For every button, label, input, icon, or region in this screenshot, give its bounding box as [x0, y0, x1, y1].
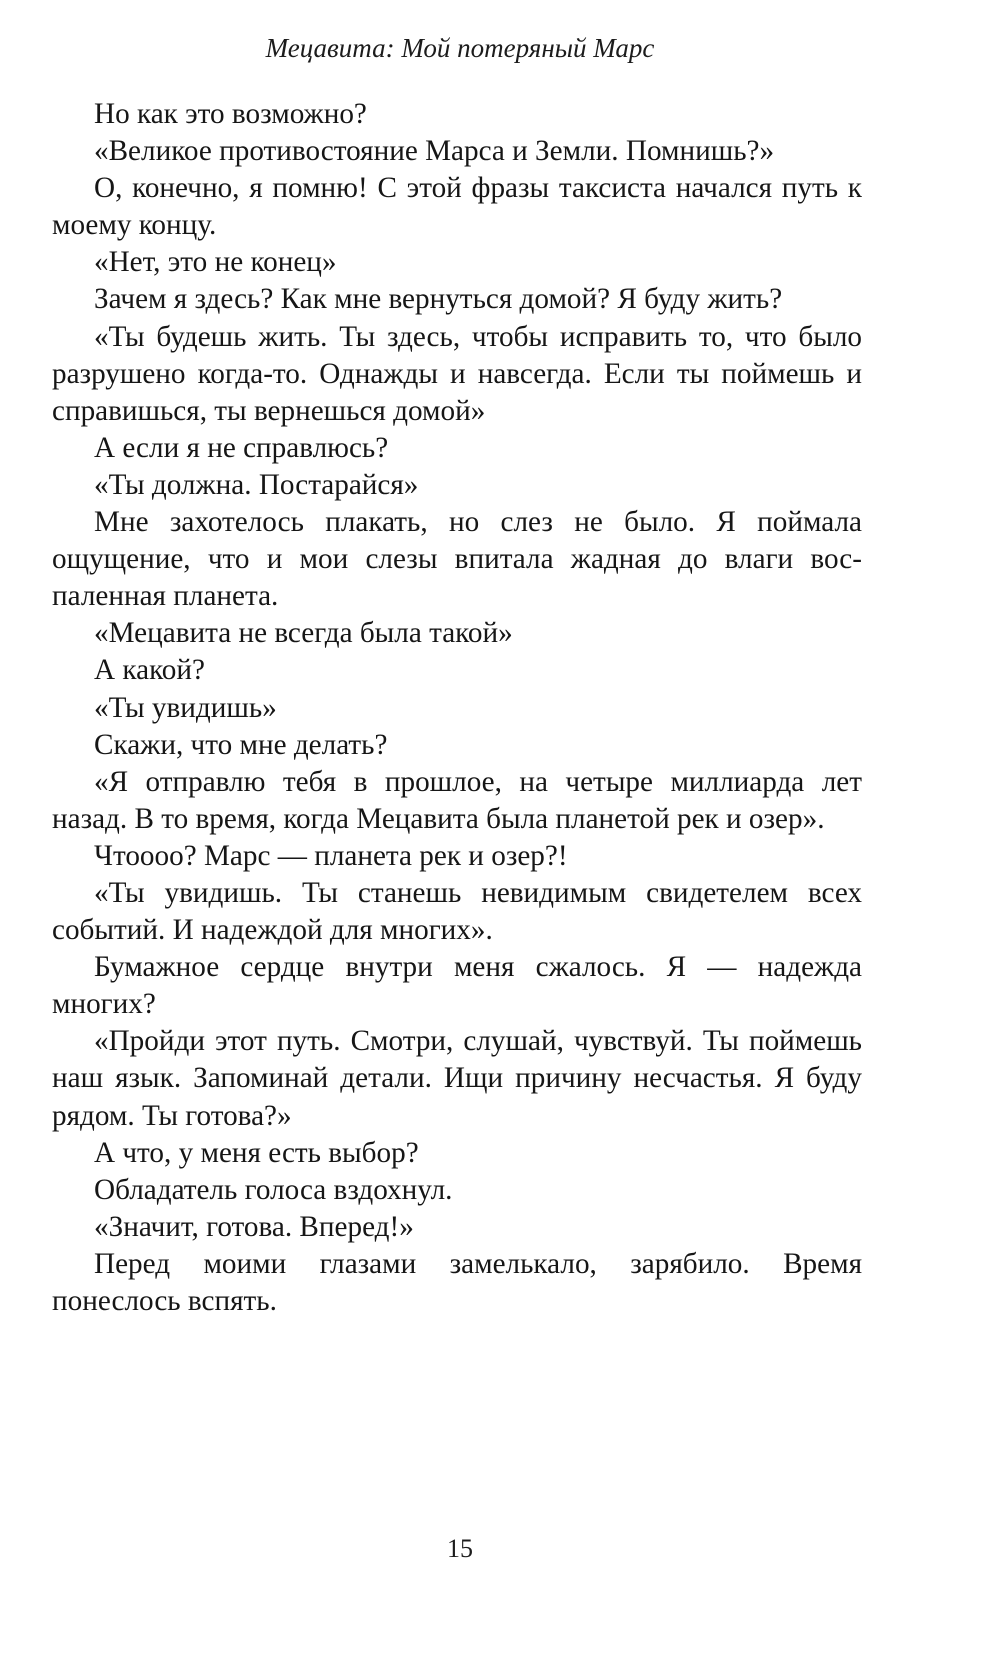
paragraph: Обладатель голоса вздохнул.: [94, 1173, 453, 1206]
paragraph: Но как это возможно?: [94, 98, 367, 130]
paragraph: А какой?: [94, 654, 205, 687]
paragraph: Бумажное сердце внутри меня сжалось. Я — надежда многих?: [52, 951, 862, 1021]
page-number: 15: [447, 1534, 473, 1563]
paragraph: Зачем я здесь? Как мне вернуться домой? Я буду жить?: [94, 283, 783, 316]
paragraph: «Мецавита не всегда была такой»: [94, 617, 513, 650]
body-text: [52, 96, 862, 1320]
paragraph: «Ты увидишь. Ты станешь невидимым свидетелем всех событий. И надеждой для многих».: [52, 876, 862, 947]
paragraph: «Ты увидишь»: [94, 691, 277, 724]
paragraph: «Нет, это не конец»: [94, 246, 337, 279]
paragraph: О, конечно, я помню! С этой фразы таксиста начался путь к моему концу.: [52, 172, 862, 242]
paragraph: А если я не справлюсь?: [94, 431, 389, 464]
paragraph: «Великое противостояние Марса и Земли. Помнишь?»: [94, 135, 775, 168]
running-title: Мецавита: Мой потеряный Марс: [265, 33, 655, 63]
paragraph: «Пройди этот путь. Смотри, слушай, чувствуй. Ты поймешь наш язык. Запоминай детали. Ищи причину несчастья. Я буду рядом. Ты готова?»: [52, 1025, 862, 1132]
paragraph: Перед моими глазами замелькало, зарябило. Время понеслось вспять.: [52, 1247, 862, 1317]
paragraph: «Я отправлю тебя в прошлое, на четыре миллиарда лет назад. В то время, когда Мецавита была планетой рек и озер».: [52, 765, 862, 835]
paragraph: «Ты будешь жить. Ты здесь, чтобы исправить то, что было разрушено когда-то. Однажды и навсегда. Если ты поймешь и справишься, ты вернешься домой»: [52, 320, 862, 427]
paragraph: Мне захотелось плакать, но слез не было. Я поймала ощущение, что и мои слезы впитала жадная до влаги воспаленная планета.: [52, 506, 862, 613]
paragraph: Скажи, что мне делать?: [94, 728, 388, 761]
paragraph: «Значит, готова. Вперед!»: [94, 1210, 414, 1243]
paragraph: «Ты должна. Постарайся»: [94, 468, 419, 501]
paragraph: Чтоооо? Марс — планета рек и озер?!: [94, 839, 568, 872]
paragraph: А что, у меня есть выбор?: [94, 1136, 419, 1169]
